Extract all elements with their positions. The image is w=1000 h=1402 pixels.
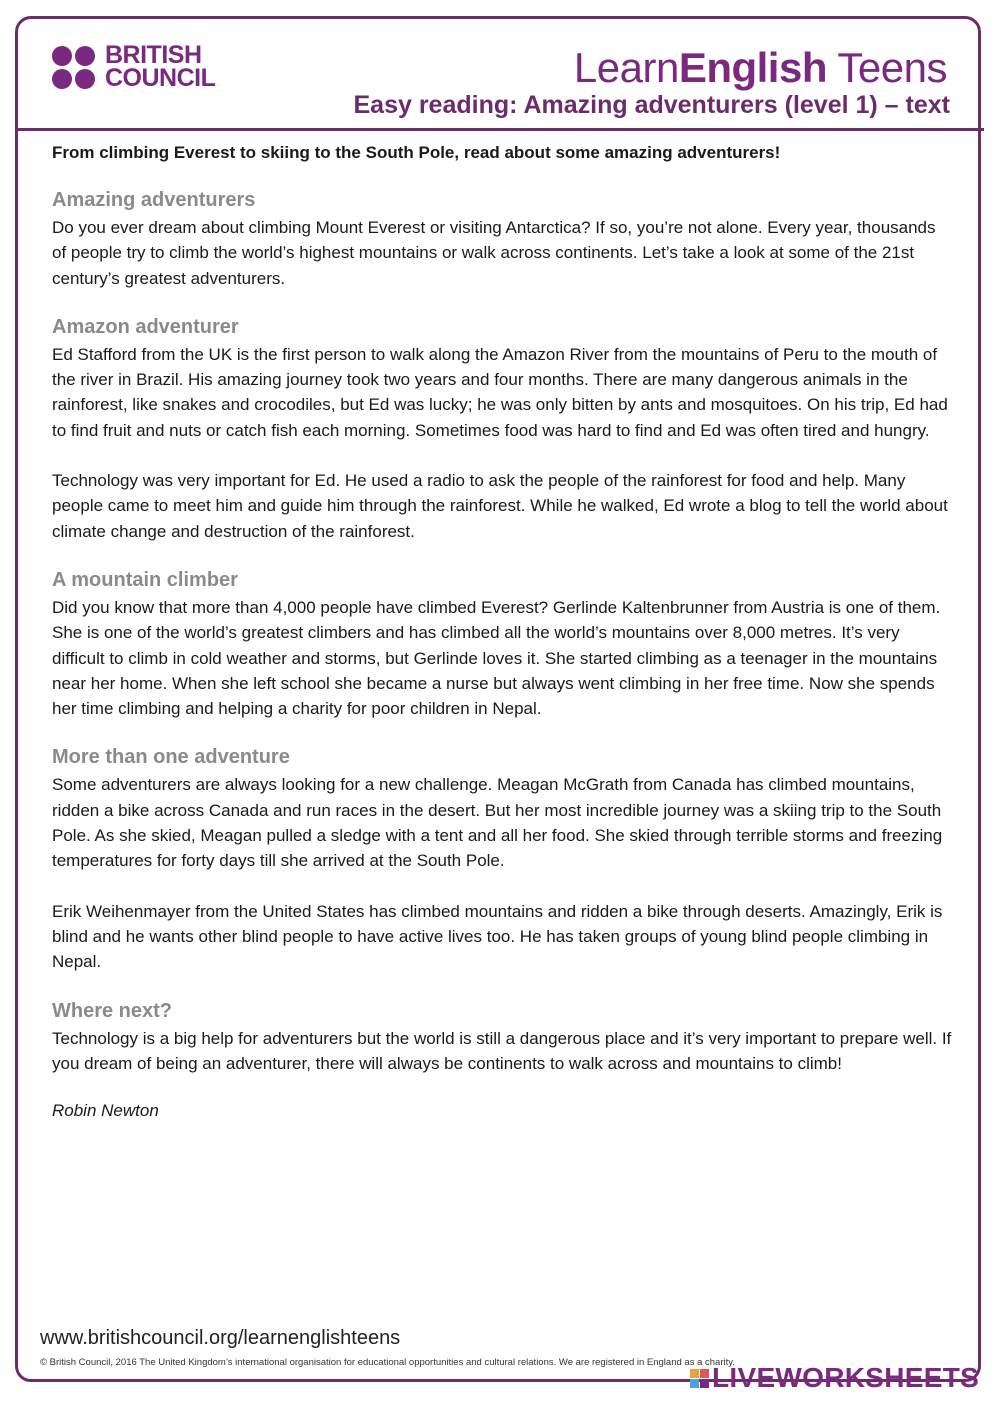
logo-line-1: BRITISH [105,41,202,69]
paragraph: Technology is a big help for adventurers but the world is still a dangerous place and it’s very important to prepare well. If you dream of being an adventurer, there will always be continents to walk across and mountains to climb! [52,1028,952,1073]
paragraph: Ed Stafford from the UK is the first person to walk along the Amazon River from the mountains of Peru to the mouth of the river in Brazil. His amazing journey took two years and four months. There are many dangerous animals in the rainforest, like snakes and crocodiles, but Ed was lucky; he was only bitten by ants and mosquitoes. On his trip, Ed had to find fruit and nuts or catch fish each morning. Sometimes food was hard to find and Ed was often tired and hungry. [52,344,948,440]
british-council-logo [52,41,216,92]
author-name: Robin Newton [52,1101,159,1121]
paragraph: Technology was very important for Ed. He used a radio to ask the people of the rainforest for food and help. Many people came to meet him and guide him through the rainforest. While he walked, Ed wrote a blog to tell the world about climate change and destruction of the rainforest. [52,471,948,541]
section-heading: A mountain climber [52,568,238,591]
liveworksheets-watermark [690,1362,979,1394]
paragraph: Do you ever dream about climbing Mount Everest or visiting Antarctica? If so, you’re not alone. Every year, thousands of people try to climb the world’s highest mountains or walk across continents. Let’s take a look at some of the 21st century’s greatest adventurers. [52,218,936,288]
logo-line-2: COUNCIL [105,64,216,92]
site-title: LearnEnglish Teens [573,44,947,91]
section-heading: Amazing adventurers [52,189,256,211]
section-heading: Where next? [52,999,173,1022]
header-divider [15,128,984,131]
logo-dots-icon [52,46,95,89]
paragraph: Some adventurers are always looking for a new challenge. Meagan McGrath from Canada has climbed mountains, ridden a bike across Canada and run races in the desert. But her most incredible journey was a skiing trip to the South Pole. As she skied, Meagan pulled a sledge with a tent and all her food. She skied through terrible storms and freezing temperatures for forty days till she arrived at the South Pole. [52,775,943,871]
paragraph: Erik Weihenmayer from the United States has climbed mountains and ridden a bike through deserts. Amazingly, Erik is blind and he wants other blind people to have active lives too. He has taken groups of young blind people climbing in Nepal. [52,901,943,972]
article-body [52,143,954,1121]
paragraph: Did you know that more than 4,000 people have climbed Everest? Gerlinde Kaltenbrunner from Austria is one of them. She is one of the world’s greatest climbers and has climbed all the world’s mountains over 8,000 metres. It’s very difficult to climb in cold weather and storms, but Gerlinde loves it. She started climbing as a teenager in the mountains near her home. When she left school she became a nurse but always went climbing in her free time. Now she spends her time climbing and helping a charity for poor children in Nepal. [52,597,941,719]
intro-text: From climbing Everest to skiing to the South Pole, read about some amazing adventurers! [52,143,781,162]
logo-wordmark [105,41,216,92]
section-heading: Amazon adventurer [52,315,239,338]
footer-legal-text: © British Council, 2016 The United Kingdom’s international organisation for educational opportunities and cultural relations. We are registered in England as a charity. [40,1357,735,1368]
document-title: Easy reading: Amazing adventurers (level 1) – text [353,91,950,119]
liveworksheets-logo-icon [690,1369,709,1388]
liveworksheets-text: LIVEWORKSHEETS [712,1362,980,1393]
section-heading: More than one adventure [52,746,290,769]
footer-url-link[interactable]: www.britishcouncil.org/learnenglishteens [40,1327,401,1349]
